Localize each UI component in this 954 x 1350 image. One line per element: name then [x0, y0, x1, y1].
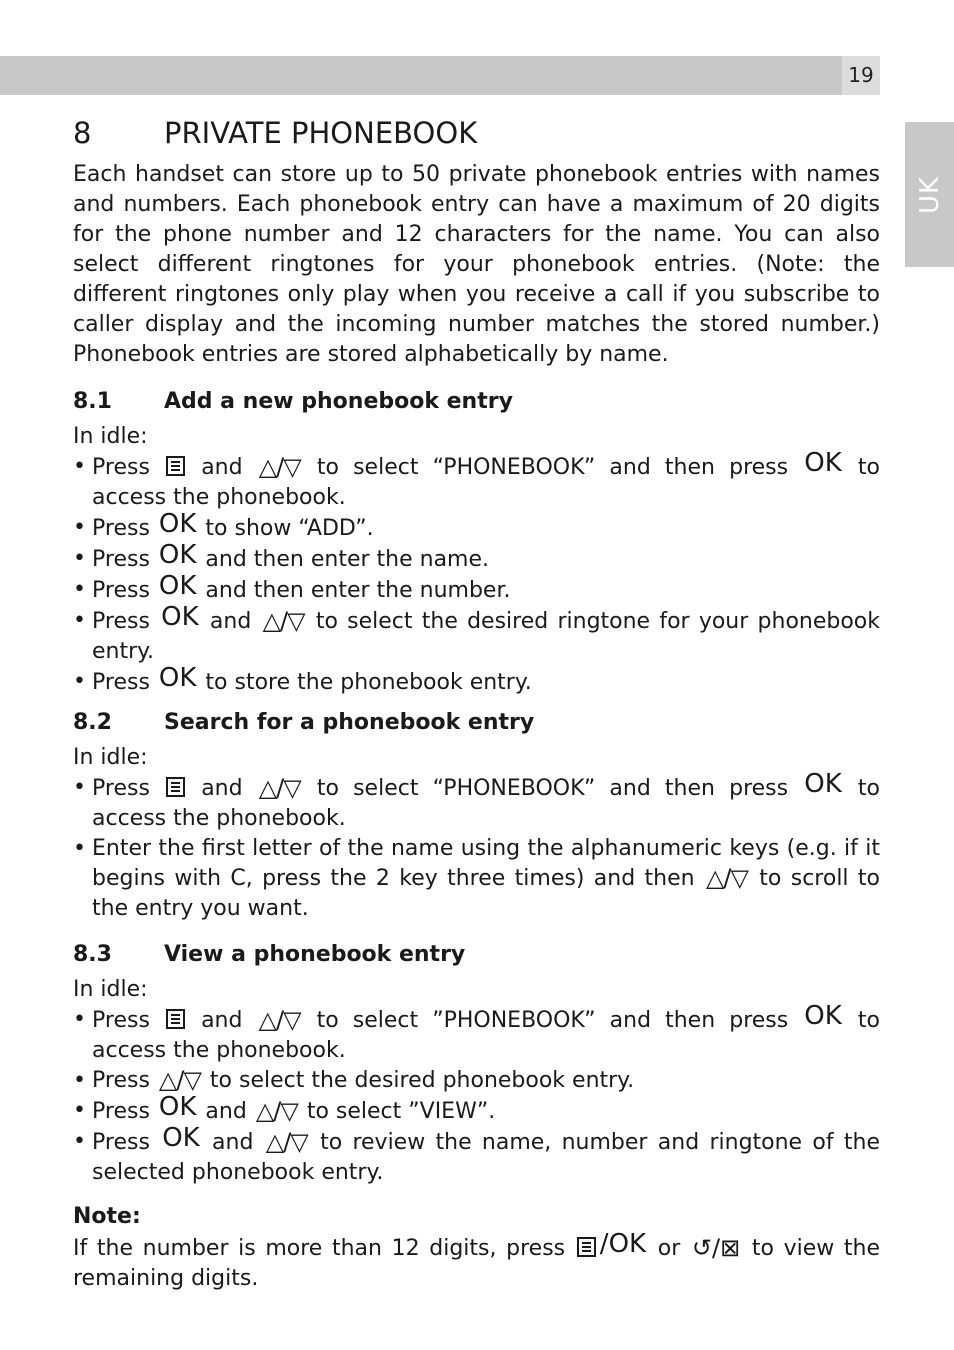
section-8-2-steps: [73, 769, 880, 924]
up-down-key-icon: △/▽: [705, 864, 748, 892]
ok-key-icon: /OK: [599, 1229, 647, 1259]
section-8-1-heading: [73, 387, 513, 417]
back-clear-key-icon: ↺/⊠: [691, 1234, 741, 1262]
ok-key-icon: OK: [158, 509, 197, 539]
language-tab: [905, 122, 954, 267]
list-item: • Press OK and then enter the name.: [73, 544, 880, 575]
subsection-title: View a phonebook entry: [164, 942, 466, 967]
list-item: • Press and △/▽ to select “PHONEBOOK” and then press OK to access the phonebook.: [73, 773, 880, 834]
in-idle-label: In idle:: [73, 424, 148, 449]
section-8-heading: [73, 115, 477, 151]
subsection-number: 8.1: [73, 389, 112, 414]
list-item: • Press OK and △/▽ to review the name, number and ringtone of the selected phonebook entry.: [73, 1127, 880, 1188]
subsection-number: 8.3: [73, 942, 112, 967]
ok-key-icon: OK: [161, 602, 199, 632]
menu-key-icon: [166, 1009, 185, 1029]
list-item: • Press OK to store the phonebook entry.: [73, 667, 880, 698]
page-number: 19: [842, 56, 880, 95]
ok-key-icon: OK: [158, 540, 197, 570]
menu-key-icon: [166, 777, 185, 797]
ok-key-icon: OK: [804, 448, 842, 478]
list-item: • Press and △/▽ to select ”PHONEBOOK” and then press OK to access the phonebook.: [73, 1005, 880, 1066]
ok-key-icon: OK: [804, 769, 842, 799]
list-item: • Press and △/▽ to select “PHONEBOOK” and then press OK to access the phonebook.: [73, 452, 880, 513]
section-8-2-heading: [73, 708, 534, 738]
subsection-title: Search for a phonebook entry: [164, 710, 535, 735]
up-down-key-icon: △/▽: [265, 1128, 308, 1156]
menu-key-icon: [166, 456, 185, 476]
header-bar: [0, 56, 842, 95]
up-down-key-icon: △/▽: [258, 774, 301, 802]
section-8-intro: Each handset can store up to 50 private phonebook entries with names and numbers. Each phonebook entry can have a maximum of 20 digits for the phone number and 12 characters for the name. You can also select different ringtones for your phonebook entries. (Note: the different ringtones only play when you receive a call if you subscribe to caller display and the incoming number matches the stored number.) Phonebook entries are stored alphabetically by name.: [73, 162, 880, 367]
list-item: • Press △/▽ to select the desired phonebook entry.: [73, 1066, 880, 1096]
list-item: • Press OK and △/▽ to select the desired ringtone for your phonebook entry.: [73, 606, 880, 667]
section-8-3-heading: [73, 940, 465, 970]
section-8-1-steps: [73, 448, 881, 698]
ok-key-icon: OK: [162, 1123, 200, 1153]
section-title: PRIVATE PHONEBOOK: [164, 116, 478, 150]
note-text: If the number is more than 12 digits, press /OK or ↺/⊠ to view the remaining digits.: [73, 1229, 881, 1291]
list-item: • Press OK to show “ADD”.: [73, 513, 880, 544]
section-number: 8: [73, 116, 92, 150]
subsection-number: 8.2: [73, 710, 112, 735]
language-tab-label: UK: [914, 175, 945, 214]
ok-key-icon: OK: [158, 1092, 197, 1122]
up-down-key-icon: △/▽: [255, 1097, 298, 1125]
ok-key-icon: OK: [158, 571, 197, 601]
ok-key-icon: OK: [804, 1001, 842, 1031]
in-idle-label: In idle:: [73, 977, 148, 1002]
section-8-3-steps: [73, 1001, 881, 1188]
in-idle-label: In idle:: [73, 745, 148, 770]
up-down-key-icon: △/▽: [262, 607, 305, 635]
list-item: • Press OK and then enter the number.: [73, 575, 880, 606]
list-item: • Press OK and △/▽ to select ”VIEW”.: [73, 1096, 880, 1127]
up-down-key-icon: △/▽: [258, 1006, 301, 1034]
up-down-key-icon: △/▽: [258, 453, 301, 481]
ok-key-icon: OK: [158, 663, 197, 693]
menu-key-icon: [577, 1237, 596, 1257]
list-item: • Enter the first letter of the name using the alphanumeric keys (e.g. if it begins with C, press the 2 key three times) and then △/▽ to scroll to the entry you want.: [73, 834, 880, 924]
up-down-key-icon: △/▽: [158, 1066, 201, 1094]
note-heading: Note:: [73, 1204, 141, 1229]
subsection-title: Add a new phonebook entry: [164, 389, 513, 414]
